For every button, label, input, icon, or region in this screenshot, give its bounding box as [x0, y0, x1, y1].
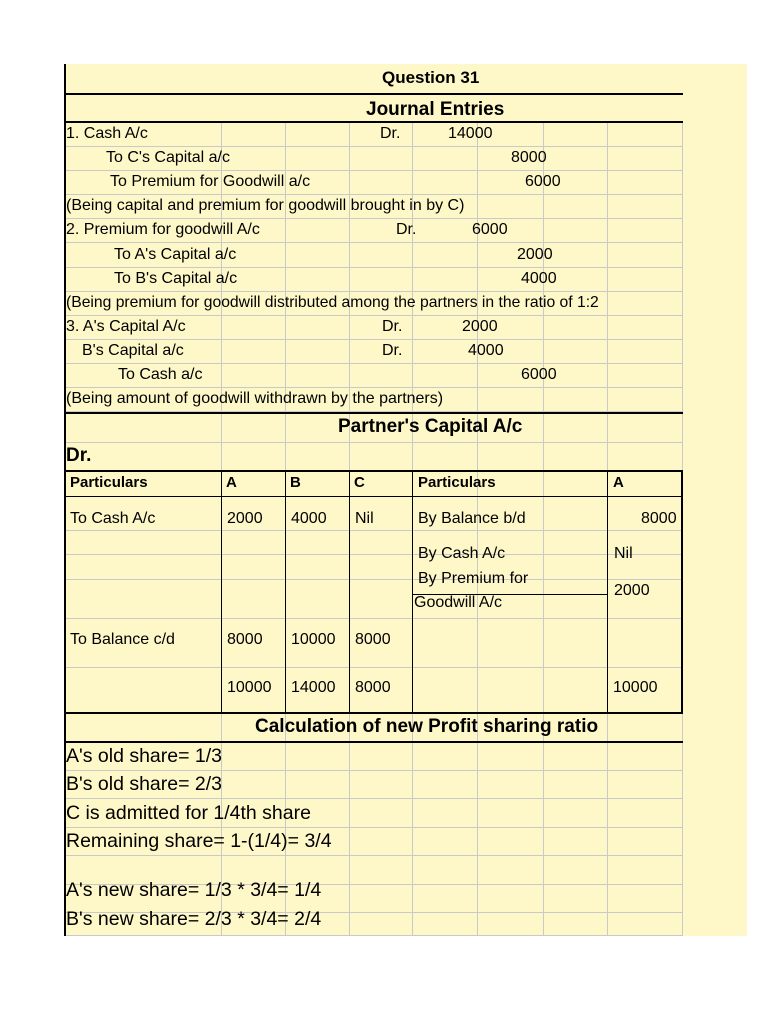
- c-admitted-share: C is admitted for 1/4th share: [66, 802, 311, 824]
- journal-heading: Journal Entries: [366, 99, 505, 120]
- header-a: A: [226, 474, 237, 491]
- journal-row-1: 1. Cash A/c: [66, 125, 148, 142]
- by-cash-label: By Cash A/c: [418, 545, 506, 562]
- a-old-share: A's old share= 1/3: [66, 745, 223, 767]
- border-below-capital-header: [64, 496, 683, 497]
- grid-row-line: [64, 363, 683, 364]
- grid-row-line: [64, 554, 683, 555]
- grid-row-line: [64, 579, 683, 580]
- journal-narration-3: (Being amount of goodwill withdrawn by the partners): [66, 390, 444, 407]
- capital-col-border-4: [412, 470, 413, 713]
- grid-row-line: [64, 387, 683, 388]
- credit-amount: 6000: [521, 366, 557, 383]
- debit-amount: 14000: [448, 125, 493, 142]
- grid-row-line: [64, 935, 683, 936]
- grid-row-line: [64, 618, 683, 619]
- by-premium-label: By Premium for: [418, 570, 529, 587]
- total-a-credit: 10000: [613, 679, 658, 696]
- journal-narration-2: (Being premium for goodwill distributed among the partners in the ratio of 1:2: [66, 294, 599, 311]
- capital-col-border-2: [285, 470, 286, 713]
- dr-label: Dr.: [382, 342, 403, 359]
- by-premium-label-2: Goodwill A/c: [414, 594, 503, 611]
- to-balance-b: 10000: [291, 631, 336, 648]
- b-new-share: B's new share= 2/3 * 3/4= 2/4: [66, 908, 322, 930]
- to-balance-label: To Balance c/d: [70, 631, 175, 648]
- a-new-share: A's new share= 1/3 * 3/4= 1/4: [66, 879, 322, 901]
- credit-amount: 6000: [525, 173, 561, 190]
- capital-col-border-3: [349, 470, 350, 713]
- credit-amount: 8000: [511, 149, 547, 166]
- border-above-capital-table: [64, 470, 683, 472]
- spreadsheet: [64, 64, 747, 936]
- header-c: C: [354, 474, 365, 491]
- journal-row-3: To Premium for Goodwill a/c: [110, 173, 311, 190]
- header-b: B: [290, 474, 301, 491]
- debit-amount: 4000: [468, 342, 504, 359]
- grid-row-line: [64, 530, 683, 531]
- to-cash-b: 4000: [291, 510, 327, 527]
- journal-row-11: To Cash a/c: [118, 366, 203, 383]
- capital-col-border-1: [221, 470, 222, 713]
- border-below-capital-table: [64, 712, 683, 714]
- grid-row-line: [64, 667, 683, 668]
- to-cash-c: Nil: [355, 510, 374, 527]
- grid-row-line: [64, 170, 683, 171]
- journal-row-2: To C's Capital a/c: [106, 149, 230, 166]
- total-a: 10000: [227, 679, 272, 696]
- dr-label: Dr.: [396, 221, 417, 238]
- by-premium-a: 2000: [614, 582, 650, 599]
- ratio-heading: Calculation of new Profit sharing ratio: [255, 716, 599, 737]
- to-balance-a: 8000: [227, 631, 263, 648]
- grid-row-line: [64, 218, 683, 219]
- journal-row-7: To B's Capital a/c: [114, 270, 238, 287]
- journal-narration-1: (Being capital and premium for goodwill brought in by C): [66, 197, 465, 214]
- grid-row-line: [64, 798, 683, 799]
- journal-row-10: B's Capital a/c: [82, 342, 184, 359]
- by-balance-a: 8000: [641, 510, 677, 527]
- dr-label: Dr.: [382, 318, 403, 335]
- header-a-credit: A: [613, 474, 624, 491]
- journal-row-6: To A's Capital a/c: [114, 246, 237, 263]
- header-particulars: Particulars: [70, 474, 148, 491]
- question-title: Question 31: [382, 68, 480, 87]
- by-balance-label: By Balance b/d: [418, 510, 526, 527]
- grid-row-line: [64, 267, 683, 268]
- dr-heading: Dr.: [66, 445, 92, 466]
- b-old-share: B's old share= 2/3: [66, 773, 223, 795]
- by-cash-a: Nil: [614, 545, 633, 562]
- capital-col-border-5: [607, 470, 608, 713]
- grid-row-line: [64, 855, 683, 856]
- credit-amount: 2000: [517, 246, 553, 263]
- border-below-title: [64, 93, 683, 95]
- total-c: 8000: [355, 679, 391, 696]
- to-cash-a: 2000: [227, 510, 263, 527]
- journal-row-9: 3. A's Capital A/c: [66, 318, 186, 335]
- capital-right-border: [681, 470, 683, 713]
- border-below-journal: [64, 412, 683, 414]
- to-cash-label: To Cash A/c: [70, 510, 156, 527]
- grid-row-line: [64, 242, 683, 243]
- dr-label: Dr.: [380, 125, 401, 142]
- capital-heading: Partner's Capital A/c: [338, 416, 523, 437]
- journal-row-5: 2. Premium for goodwill A/c: [66, 221, 260, 238]
- header-particulars-credit: Particulars: [418, 474, 496, 491]
- credit-amount: 4000: [521, 270, 557, 287]
- grid-row-line: [64, 442, 683, 443]
- grid-row-line: [64, 339, 683, 340]
- grid-row-line: [64, 194, 683, 195]
- grid-row-line: [64, 291, 683, 292]
- grid-row-line: [64, 146, 683, 147]
- debit-amount: 6000: [472, 221, 508, 238]
- debit-amount: 2000: [462, 318, 498, 335]
- remaining-share: Remaining share= 1-(1/4)= 3/4: [66, 830, 332, 852]
- to-balance-c: 8000: [355, 631, 391, 648]
- total-b: 14000: [291, 679, 336, 696]
- grid-row-line: [64, 315, 683, 316]
